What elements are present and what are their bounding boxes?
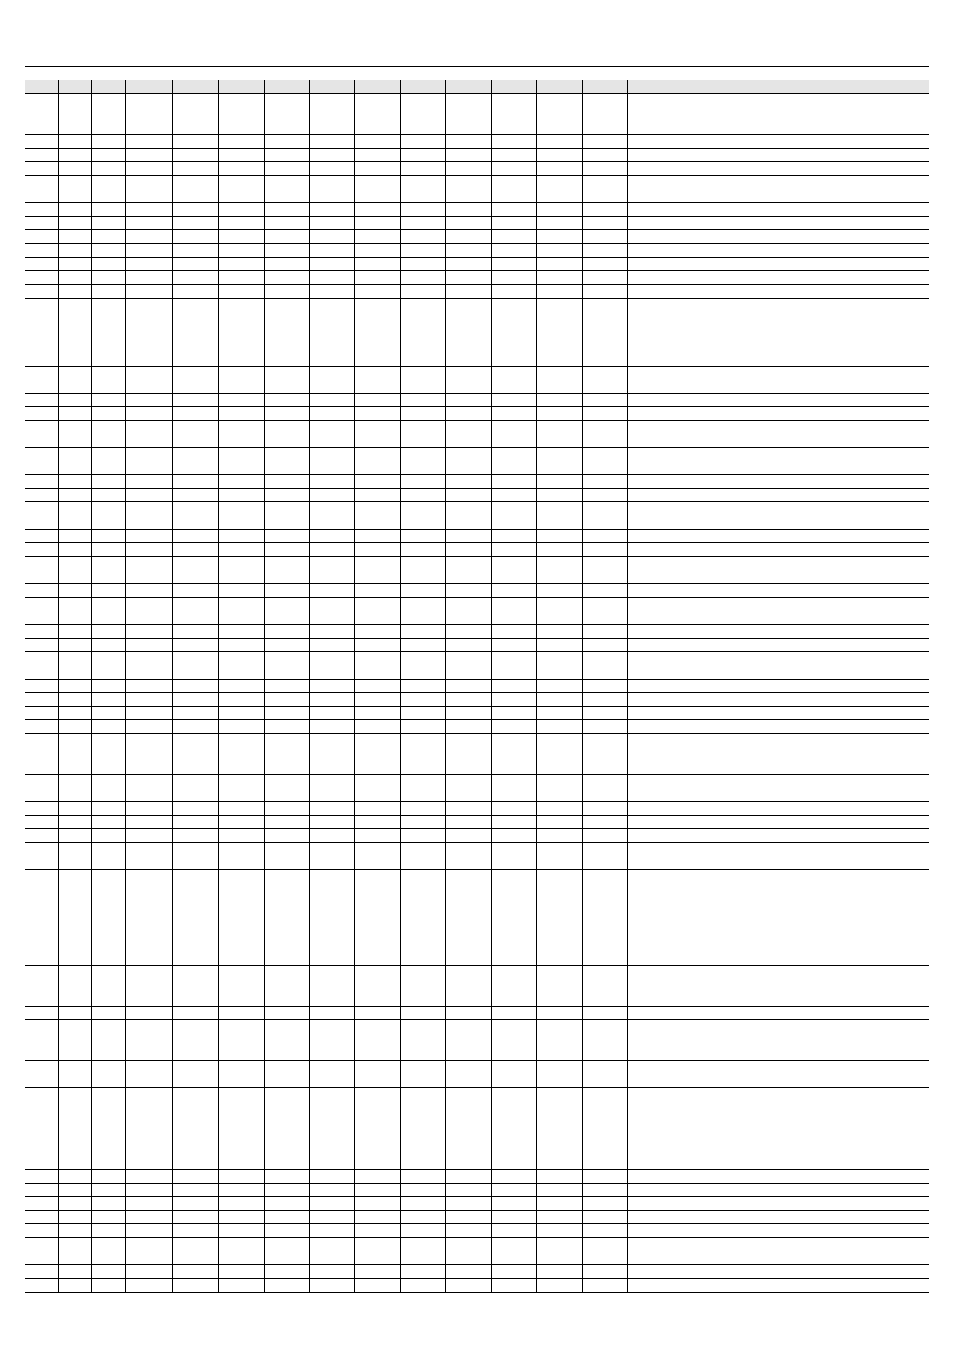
table-row-lines: [25, 135, 929, 1293]
table-column-lines: [59, 80, 628, 1292]
table-header-row: [25, 80, 929, 94]
header-band-fill: [25, 80, 929, 93]
